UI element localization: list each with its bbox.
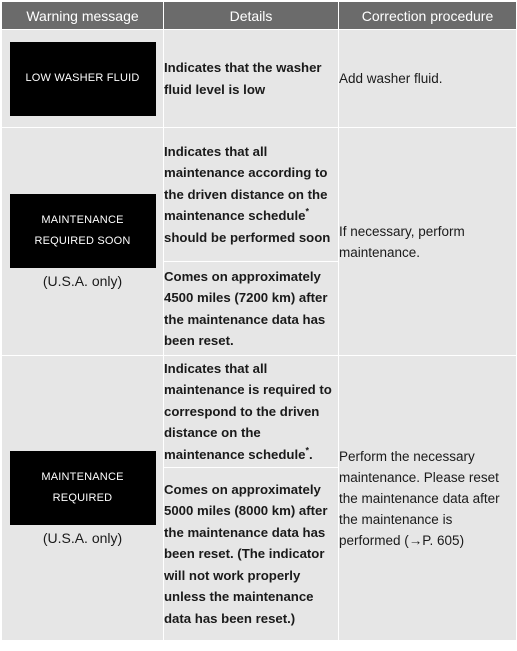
region-note: (U.S.A. only) xyxy=(42,273,123,289)
table-row xyxy=(2,30,517,128)
display-maintenance-required-soon xyxy=(10,194,156,268)
footnote-mark: * xyxy=(305,206,309,217)
display-line: REQUIRED xyxy=(52,491,113,504)
display-line: REQUIRED SOON xyxy=(34,235,131,247)
correction-cell: If necessary, perform maintenance. xyxy=(339,128,517,356)
details-text-suffix: should be performed soon xyxy=(164,229,331,245)
table-row xyxy=(2,356,517,468)
details-cell: Comes on approximately 5000 miles (8000 km) after the maintenance data has been reset. (The indicator will not work properly unless the maintenance data has been reset.) xyxy=(164,468,339,641)
details-cell: Comes on approximately 4500 miles (7200 km) after the maintenance data has been reset. xyxy=(164,262,339,356)
footnote-mark: * xyxy=(305,445,309,456)
details-cell: Indicates that the washer fluid level is low xyxy=(164,30,339,128)
display-line: LOW WASHER FLUID xyxy=(25,72,140,84)
region-note: (U.S.A. only) xyxy=(42,529,123,546)
correction-cell: Add washer fluid. xyxy=(339,30,517,128)
table-header-row xyxy=(2,2,517,30)
header-correction-procedure: Correction procedure xyxy=(339,2,517,30)
warning-message-cell xyxy=(2,356,164,641)
details-cell xyxy=(164,128,339,262)
details-text: Indicates that all maintenance according to the driven distance on the maintenance schedule xyxy=(164,143,328,224)
correction-cell: Perform the necessary maintenance. Please reset the maintenance data after the maintenance is performed (→P. 605) xyxy=(339,356,517,641)
details-cell: Indicates that all maintenance is required to correspond to the driven distance on the maintenance schedule*. xyxy=(164,356,339,468)
warning-message-cell xyxy=(2,128,164,356)
display-low-washer-fluid xyxy=(10,42,156,116)
display-line: MAINTENANCE xyxy=(41,214,124,226)
warning-message-table xyxy=(1,1,517,641)
display-line: MAINTENANCE xyxy=(41,470,124,483)
display-maintenance-required xyxy=(10,451,156,525)
table-row xyxy=(2,128,517,262)
details-text: Indicates that all maintenance is required to correspond to the driven distance on the maintenance schedule xyxy=(164,360,332,462)
warning-message-cell xyxy=(2,30,164,128)
header-details: Details xyxy=(164,2,339,30)
header-warning-message: Warning message xyxy=(2,2,164,30)
